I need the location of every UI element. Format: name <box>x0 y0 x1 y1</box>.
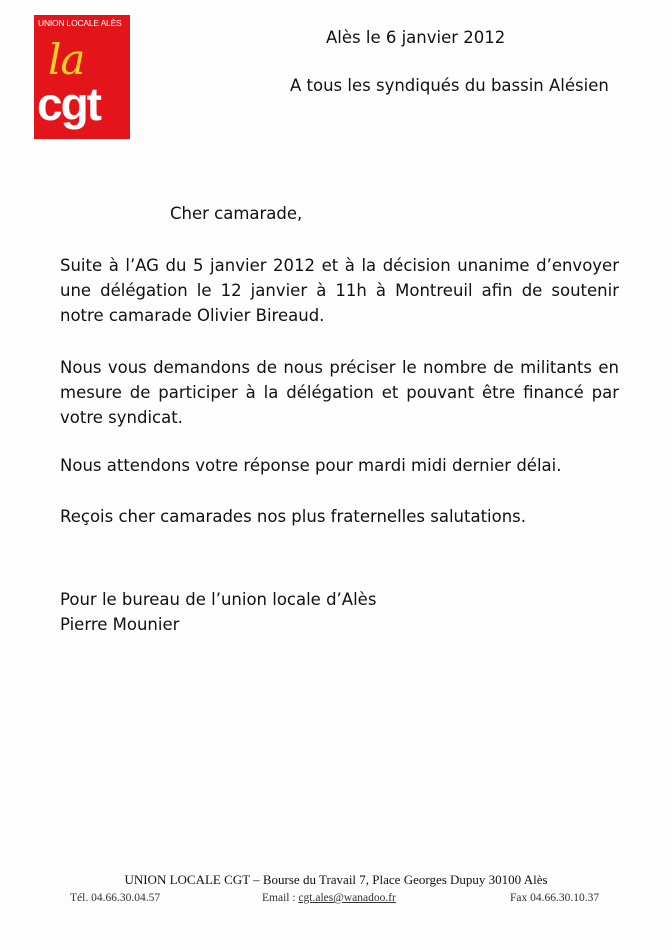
paragraph-1: Suite à l’AG du 5 janvier 2012 et à la décision unanime d’envoyer une délégation le 12 janvier à 11h à Montreuil afin de soutenir notre camarade Olivier Bireaud. <box>60 256 619 325</box>
logo-cgt-text: cgt <box>37 78 100 130</box>
paragraph-3: Nous attendons votre réponse pour mardi midi dernier délai. <box>60 456 562 475</box>
logo-la-text: la <box>48 35 85 84</box>
cgt-logo <box>34 15 130 139</box>
footer-fax: Fax 04.66.30.10.37 <box>510 892 600 904</box>
salutation: Cher camarade, <box>170 204 303 223</box>
footer-email-label: Email : <box>262 892 296 904</box>
signature-name: Pierre Mounier <box>60 615 180 634</box>
paragraph-2: Nous vous demandons de nous préciser le nombre de militants en mesure de participer à la délégation et pouvant être financé par votre syndicat. <box>60 358 619 427</box>
letter-recipient: A tous les syndiqués du bassin Alésien <box>290 76 609 95</box>
letter-date: Alès le 6 janvier 2012 <box>326 28 506 47</box>
closing-line: Reçois cher camarades nos plus fraternelles salutations. <box>60 507 527 526</box>
footer-tel: Tél. 04.66.30.04.57 <box>70 892 161 904</box>
logo-union-text: UNION LOCALE ALÈS <box>38 18 122 28</box>
footer-email-link[interactable]: cgt.ales@wanadoo.fr <box>298 892 396 904</box>
signature-org: Pour le bureau de l’union locale d’Alès <box>60 590 377 609</box>
footer-address: UNION LOCALE CGT – Bourse du Travail 7, Place Georges Dupuy 30100 Alès <box>124 872 548 887</box>
footer-email <box>262 892 396 904</box>
